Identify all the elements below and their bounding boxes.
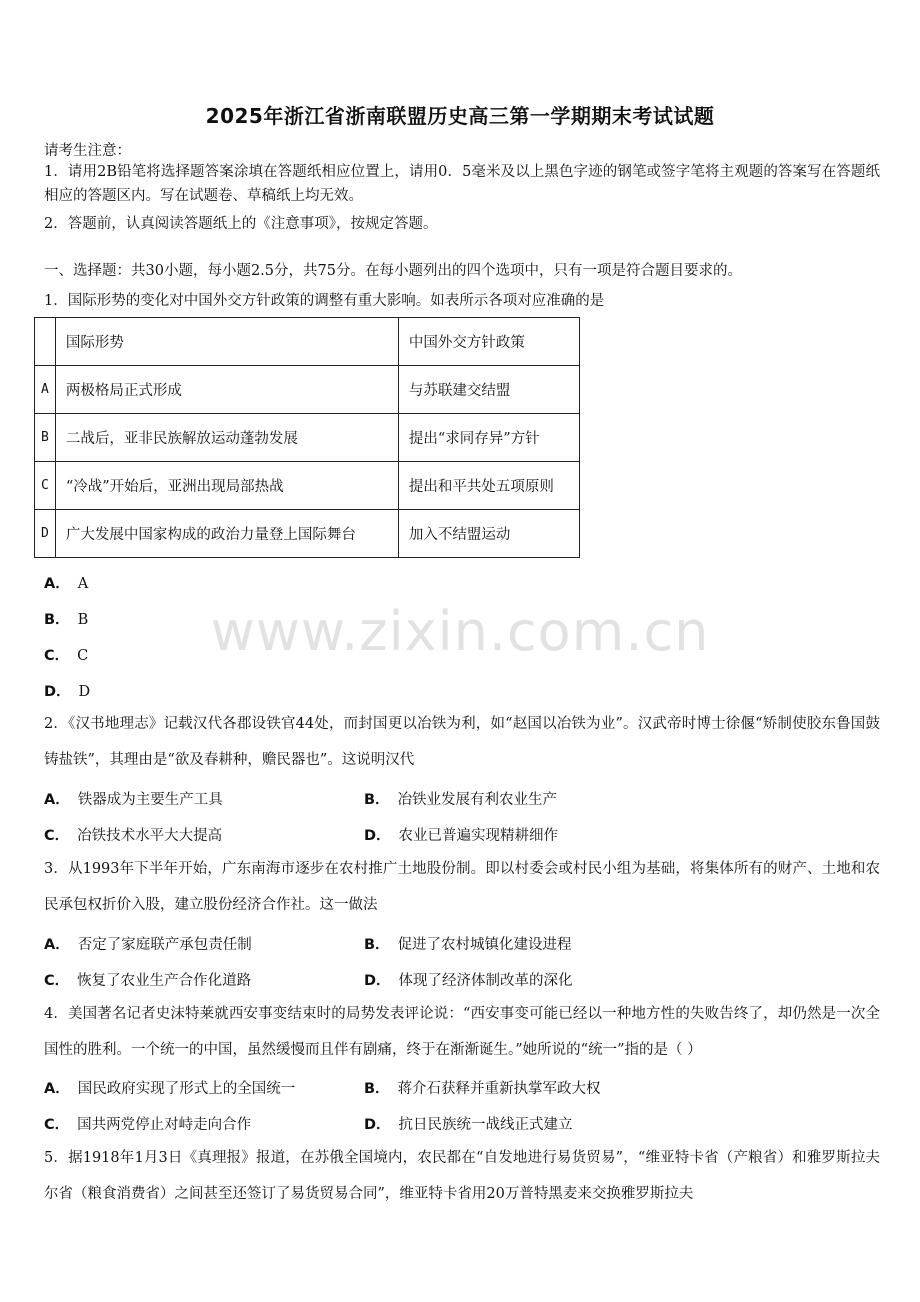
option-label: A． [44, 792, 70, 808]
table-row [35, 414, 580, 462]
row-policy: 提出和平共处五项原则 [398, 462, 579, 510]
option-text: C [77, 648, 89, 664]
option-label: A． [44, 937, 70, 953]
row-key: D [35, 510, 56, 558]
q3-option-a[interactable] [44, 933, 252, 954]
q4-option-d[interactable] [364, 1113, 573, 1134]
q3-option-c[interactable] [44, 969, 251, 990]
table-row [35, 510, 580, 558]
q1-option-a[interactable] [44, 572, 88, 593]
option-label: C． [44, 648, 70, 664]
table-header-key [35, 318, 56, 366]
option-text: 铁器成为主要生产工具 [77, 792, 223, 808]
option-label: B． [364, 1081, 390, 1097]
question-3-stem: 3．从1993年下半年开始，广东南海市逐步在农村推广土地股份制。即以村委会或村民小组为基础，将集体所有的财产、土地和农民承包权折价入股，建立股份经济合作社。这一做法 [44, 861, 880, 913]
q3-option-d[interactable] [364, 969, 573, 990]
question-1-table [34, 317, 580, 558]
q2-option-b[interactable] [364, 788, 557, 809]
table-header-row [35, 318, 580, 366]
row-situation: 两极格局正式形成 [55, 366, 398, 414]
q3-option-b[interactable] [364, 933, 572, 954]
option-text: 否定了家庭联产承包责任制 [77, 937, 252, 953]
question-2-stem: 2．《汉书地理志》记载汉代各郡设铁官44处，而封国更以冶铁为利，如“赵国以冶铁为业”。汉武帝时博士徐偃“矫制使胶东鲁国鼓铸盐铁”，其理由是“欲及春耕种，赡民器也”。这说明汉代 [44, 716, 880, 768]
option-text: 冶铁业发展有利农业生产 [397, 792, 558, 808]
q2-option-a[interactable] [44, 788, 223, 809]
q2-option-d[interactable] [364, 824, 558, 845]
notice-item-2: 2．答题前，认真阅读答题纸上的《注意事项》，按规定答题。 [44, 216, 438, 232]
row-policy: 加入不结盟运动 [398, 510, 579, 558]
q4-option-c[interactable] [44, 1113, 251, 1134]
option-label: D． [364, 1117, 391, 1133]
option-label: C． [44, 828, 70, 844]
table-header-policy: 中国外交方针政策 [398, 318, 579, 366]
row-policy: 与苏联建交结盟 [398, 366, 579, 414]
option-text: 促进了农村城镇化建设进程 [397, 937, 572, 953]
option-text: 国民政府实现了形式上的全国统一 [77, 1081, 296, 1097]
table-row [35, 462, 580, 510]
section-heading: 一、选择题：共30小题，每小题2.5分，共75分。在每小题列出的四个选项中，只有一项是符合题目要求的。 [44, 263, 742, 279]
q4-option-b[interactable] [364, 1077, 601, 1098]
option-text: 抗日民族统一战线正式建立 [398, 1117, 573, 1133]
row-key: C [35, 462, 56, 510]
option-text: 国共两党停止对峙走向合作 [77, 1117, 252, 1133]
row-situation: 广大发展中国家构成的政治力量登上国际舞台 [55, 510, 398, 558]
option-text: D [78, 684, 91, 700]
option-text: 蒋介石获释并重新执掌军政大权 [397, 1081, 601, 1097]
option-label: D． [44, 684, 71, 700]
option-text: B [77, 612, 89, 628]
option-text: 体现了经济体制改革的深化 [398, 973, 573, 989]
option-label: B． [364, 937, 390, 953]
row-key: B [35, 414, 56, 462]
q1-option-d[interactable] [44, 680, 90, 701]
row-key: A [35, 366, 56, 414]
notice-heading: 请考生注意： [44, 143, 131, 159]
option-label: B． [44, 612, 70, 628]
option-text: A [77, 576, 89, 592]
option-label: A． [44, 1081, 70, 1097]
question-1-stem: 1．国际形势的变化对中国外交方针政策的调整有重大影响。如表所示各项对应准确的是 [44, 293, 605, 309]
option-text: 恢复了农业生产合作化道路 [77, 973, 252, 989]
question-4-stem: 4．美国著名记者史沫特莱就西安事变结束时的局势发表评论说：“西安事变可能已经以一种地方性的失败告终了，却仍然是一次全国性的胜利。一个统一的中国，虽然缓慢而且伴有剧痛，终于在渐渐诞生。”她所说的“统一”指的是（ ） [44, 1006, 880, 1058]
watermark: www.zixin.com.cn [210, 600, 710, 663]
row-situation: “冷战”开始后，亚洲出现局部热战 [55, 462, 398, 510]
option-label: C． [44, 973, 70, 989]
row-policy: 提出“求同存异”方针 [398, 414, 579, 462]
option-label: B． [364, 792, 390, 808]
q2-option-c[interactable] [44, 824, 222, 845]
option-text: 农业已普遍实现精耕细作 [398, 828, 559, 844]
question-5-stem: 5．据1918年1月3日《真理报》报道，在苏俄全国境内，农民都在“自发地进行易货贸易”，“维亚特卡省（产粮省）和雅罗斯拉夫尔省（粮食消费省）之间甚至还签订了易货贸易合同”，维亚特卡省用20万普特黑麦来交换雅罗斯拉夫 [44, 1150, 880, 1202]
option-label: C． [44, 1117, 70, 1133]
option-label: D． [364, 973, 391, 989]
row-situation: 二战后，亚非民族解放运动蓬勃发展 [55, 414, 398, 462]
option-label: A． [44, 576, 70, 592]
notice-item-1: 1．请用2B铅笔将选择题答案涂填在答题纸相应位置上，请用0．5毫米及以上黑色字迹的钢笔或签字笔将主观题的答案写在答题纸相应的答题区内。写在试题卷、草稿纸上均无效。 [44, 164, 880, 204]
table-header-situation: 国际形势 [55, 318, 398, 366]
option-text: 冶铁技术水平大大提高 [77, 828, 223, 844]
option-label: D． [364, 828, 391, 844]
exam-title: 2025年浙江省浙南联盟历史高三第一学期期末考试试题 [205, 104, 715, 128]
table-row [35, 366, 580, 414]
q4-option-a[interactable] [44, 1077, 295, 1098]
